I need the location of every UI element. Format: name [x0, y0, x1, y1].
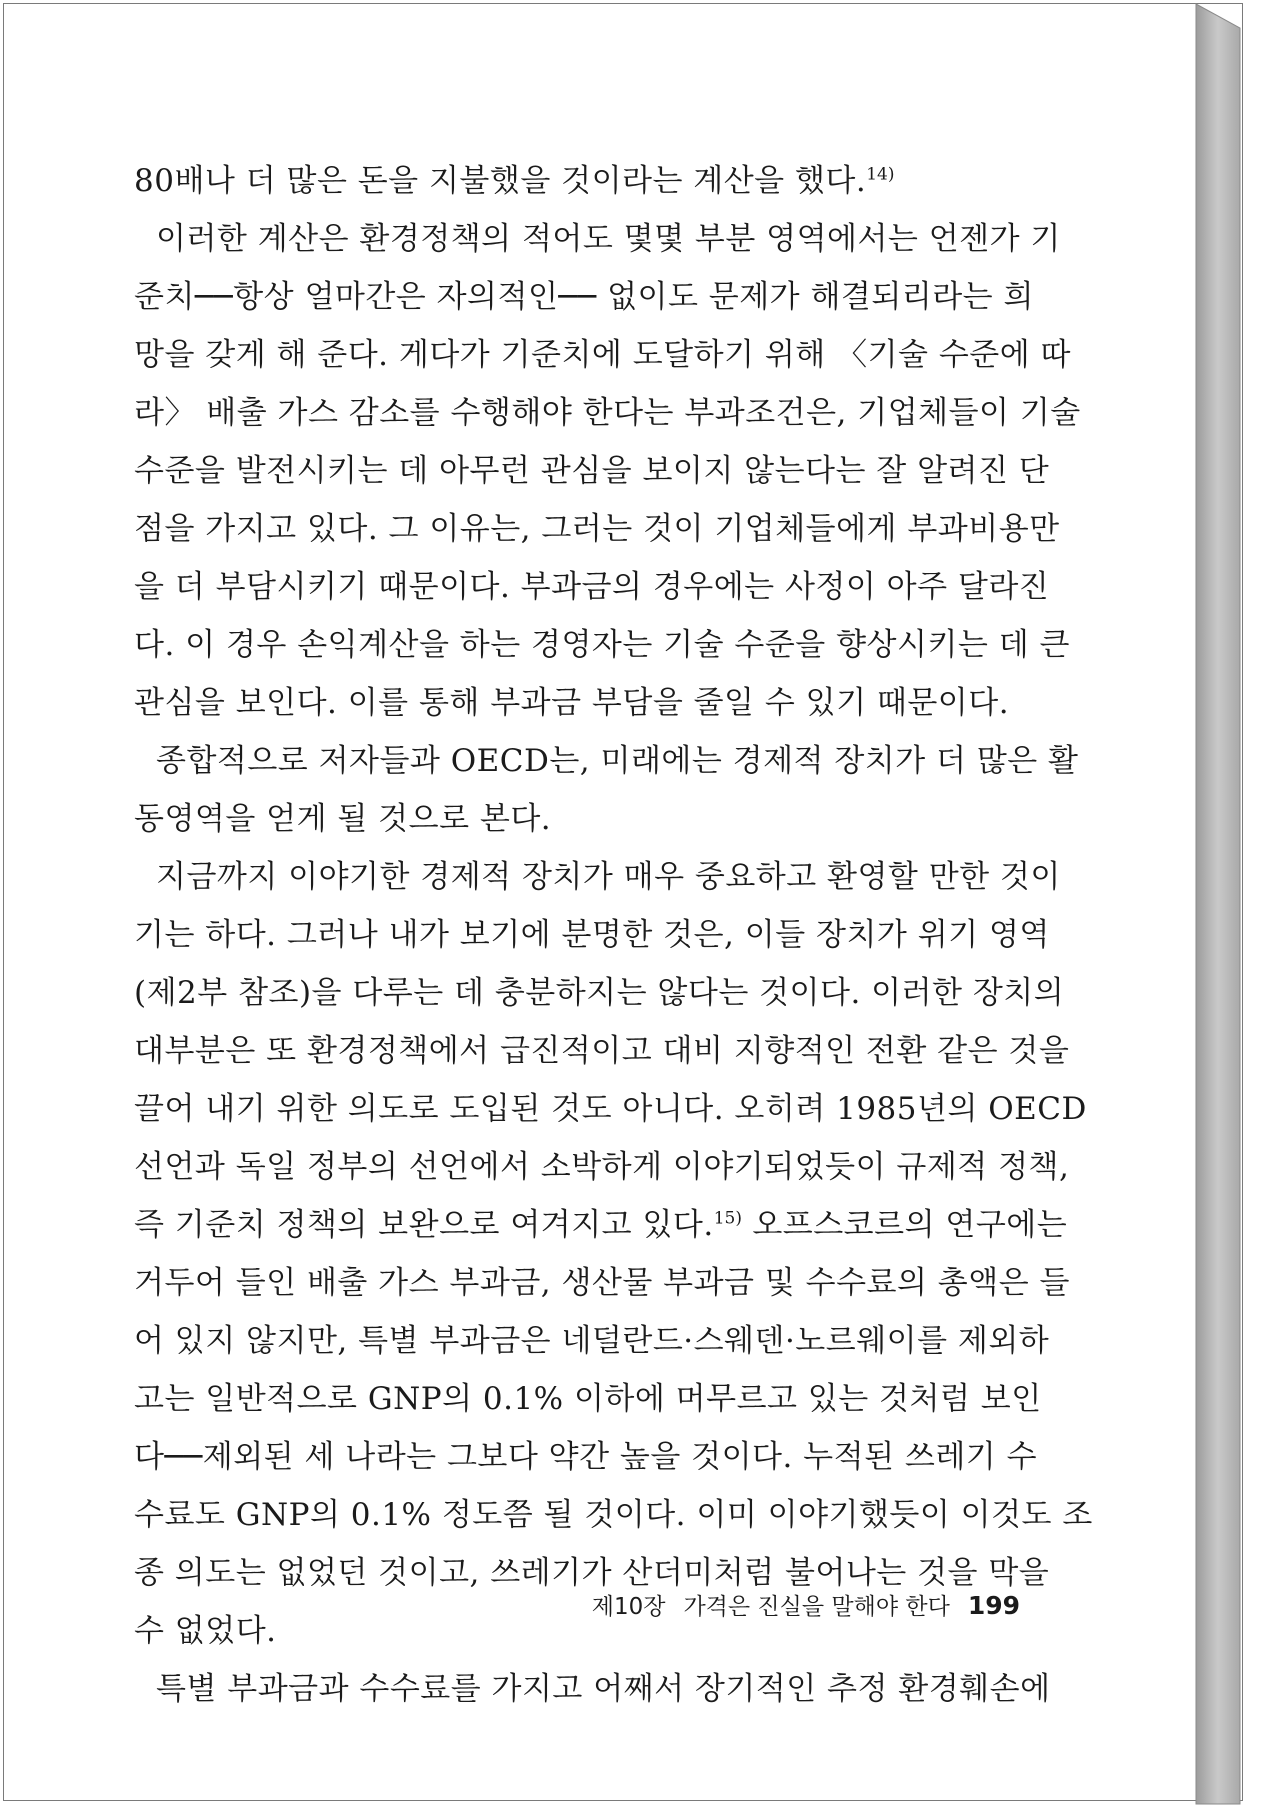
line-text: 다. 이 경우 손익계산을 하는 경영자는 기술 수준을 향상시키는 데 큰 [134, 627, 1070, 663]
line-text: 준치──항상 얼마간은 자의적인── 없이도 문제가 해결되리라는 희 [134, 279, 1034, 315]
line-text: 수료도 GNP의 0.1% 정도쯤 될 것이다. 이미 이야기했듯이 이것도 조 [134, 1497, 1093, 1533]
line-text: 지금까지 이야기한 경제적 장치가 매우 중요하고 환영할 만한 것이 [156, 859, 1061, 895]
line-text: 이러한 계산은 환경정책의 적어도 몇몇 부분 영역에서는 언젠가 기 [156, 221, 1061, 257]
page-body-text [134, 152, 1093, 1718]
line-text: 다──제외된 세 나라는 그보다 약간 높을 것이다. 누적된 쓰레기 수 [134, 1439, 1038, 1475]
line-text: (제2부 참조)을 다루는 데 충분하지는 않다는 것이다. 이러한 장치의 [134, 975, 1065, 1011]
text-line [134, 1022, 1070, 1080]
text-line [134, 674, 1020, 732]
chapter-label: 제10장 [591, 1594, 666, 1620]
line-text: 기는 하다. 그러나 내가 보기에 분명한 것은, 이들 장치가 위기 영역 [134, 917, 1050, 953]
line-text: 끌어 내기 위한 의도로 도입된 것도 아니다. 오히려 1985년의 OECD [134, 1091, 1087, 1127]
line-text: 종 의도는 없었던 것이고, 쓰레기가 산더미처럼 불어나는 것을 막을 [134, 1555, 1050, 1591]
text-line [134, 848, 1061, 906]
line-text: 수준을 발전시키는 데 아무런 관심을 보이지 않는다는 잘 알려진 단 [134, 453, 1050, 489]
text-line [134, 1312, 1050, 1370]
line-text: 80배나 더 많은 돈을 지불했을 것이라는 계산을 했다. [134, 163, 867, 199]
line-text: 고는 일반적으로 GNP의 0.1% 이하에 머무르고 있는 것처럼 보인 [134, 1381, 1042, 1417]
text-line [134, 500, 1060, 558]
text-line [134, 152, 1020, 210]
text-line [134, 442, 1050, 500]
line-text: 대부분은 또 환경정책에서 급진적이고 대비 지향적인 전환 같은 것을 [134, 1033, 1070, 1069]
running-title: 가격은 진실을 말해야 한다 [683, 1594, 950, 1620]
text-line [134, 210, 1061, 268]
text-line [134, 616, 1070, 674]
text-line [134, 1080, 1087, 1138]
line-text: 관심을 보인다. 이를 통해 부과금 부담을 줄일 수 있기 때문이다. [134, 685, 1010, 721]
text-line [134, 964, 1065, 1022]
line-text: 망을 갖게 해 준다. 게다가 기준치에 도달하기 위해 〈기술 수준에 따 [134, 337, 1071, 373]
text-line [134, 1138, 1070, 1196]
text-line [134, 558, 1050, 616]
line-text: 동영역을 얻게 될 것으로 본다. [134, 801, 552, 837]
line-text: 거두어 들인 배출 가스 부과금, 생산물 부과금 및 수수료의 총액은 들 [134, 1265, 1070, 1301]
text-line [134, 1254, 1070, 1312]
line-text: 선언과 독일 정부의 선언에서 소박하게 이야기되었듯이 규제적 정책, [134, 1149, 1070, 1185]
line-text-after-footnote: 오프스코르의 연구에는 [741, 1207, 1068, 1243]
line-text: 어 있지 않지만, 특별 부과금은 네덜란드·스웨덴·노르웨이를 제외하 [134, 1323, 1050, 1359]
line-text: 특별 부과금과 수수료를 가지고 어째서 장기적인 추정 환경훼손에 [156, 1671, 1051, 1707]
text-line [134, 1370, 1042, 1428]
footnote-marker: 15) [713, 1208, 742, 1229]
text-line [134, 326, 1071, 384]
text-line [134, 384, 1081, 442]
text-line [134, 1196, 1068, 1254]
text-line [134, 906, 1050, 964]
text-line [134, 1428, 1038, 1486]
text-line [134, 732, 1079, 790]
line-text: 수 없었다. [134, 1613, 277, 1649]
line-text: 을 더 부담시키기 때문이다. 부과금의 경우에는 사정이 아주 달라진 [134, 569, 1050, 605]
line-text: 점을 가지고 있다. 그 이유는, 그러는 것이 기업체들에게 부과비용만 [134, 511, 1060, 547]
text-line [134, 790, 1020, 848]
text-line [134, 1486, 1093, 1544]
footnote-marker: 14) [866, 164, 895, 185]
page-number: 199 [967, 1591, 1020, 1620]
text-line [134, 268, 1034, 326]
line-text: 종합적으로 저자들과 OECD는, 미래에는 경제적 장치가 더 많은 활 [156, 743, 1079, 779]
line-text: 라〉 배출 가스 감소를 수행해야 한다는 부과조건은, 기업체들이 기술 [134, 395, 1081, 431]
page-footer [134, 1588, 1020, 1628]
text-line [134, 1660, 1051, 1718]
line-text: 즉 기준치 정책의 보완으로 여겨지고 있다. [134, 1207, 714, 1243]
